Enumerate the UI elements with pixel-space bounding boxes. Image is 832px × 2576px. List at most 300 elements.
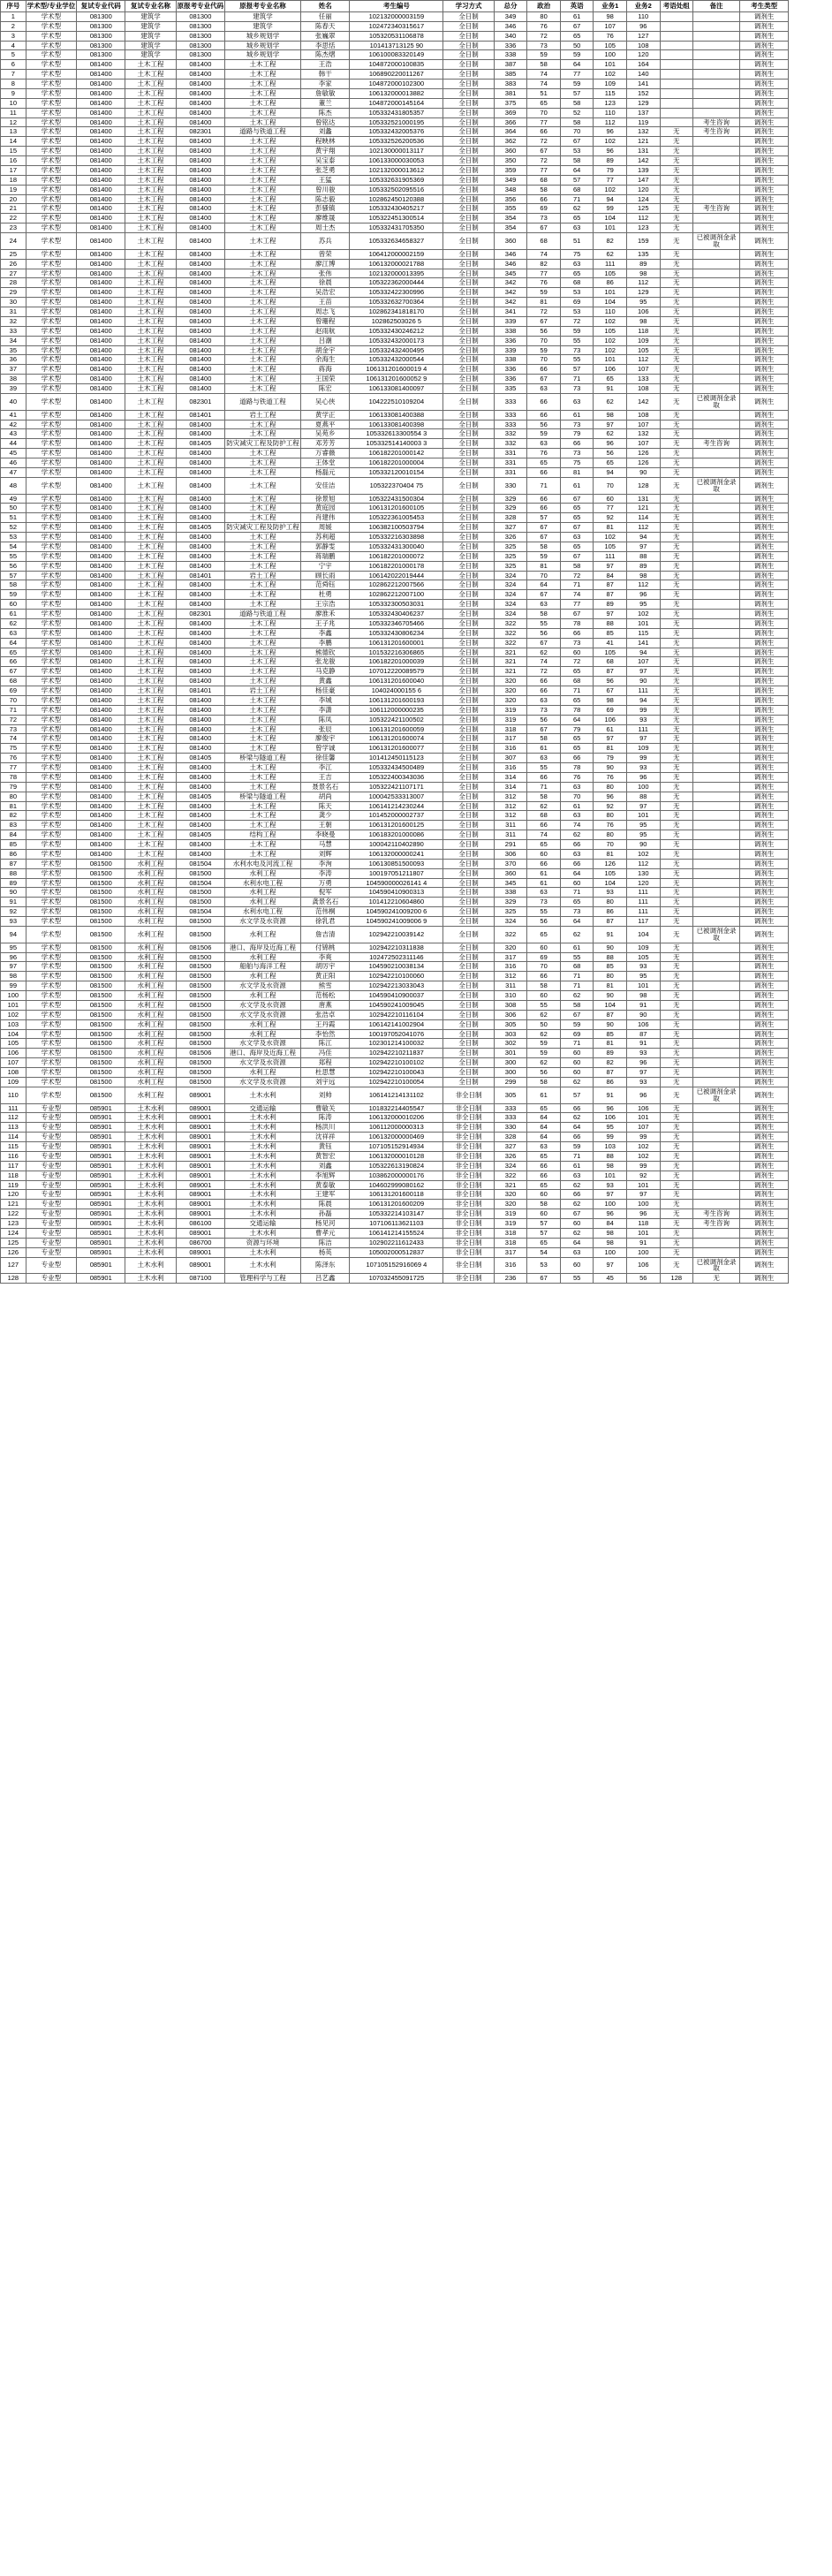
cell-c3: 土木水利 [125, 1238, 176, 1247]
cell-c5: 水利水电工程 [224, 907, 300, 917]
cell-c4: 081400 [176, 345, 224, 355]
cell-c10: 56 [527, 326, 561, 336]
cell-c4: 081400 [176, 355, 224, 365]
cell-c3: 水利工程 [125, 917, 176, 927]
cell-c10: 81 [527, 298, 561, 307]
cell-c1: 学术型 [26, 523, 76, 533]
cell-c4: 081400 [176, 734, 224, 744]
cell-c0: 51 [1, 513, 26, 523]
cell-c12: 102 [594, 185, 627, 194]
cell-c16: 调剂生 [740, 458, 789, 468]
cell-c0: 112 [1, 1113, 26, 1123]
cell-c9: 300 [494, 1058, 527, 1068]
table-row [1, 1029, 832, 1039]
cell-c3: 土木水利 [125, 1171, 176, 1180]
cell-c7: 100042533313007 [350, 792, 443, 801]
cell-c6: 赵雨航 [301, 326, 350, 336]
cell-c14: 无 [660, 821, 693, 830]
table-row [1, 878, 832, 888]
table-row [1, 811, 832, 821]
table-row [1, 1019, 832, 1029]
cell-c6: 王宗浩 [301, 600, 350, 610]
cell-c12: 80 [594, 811, 627, 821]
cell-c10: 68 [527, 175, 561, 185]
cell-c13: 97 [626, 542, 660, 551]
cell-c0: 87 [1, 859, 26, 868]
cell-c14: 无 [660, 1228, 693, 1238]
cell-c10: 66 [527, 1161, 561, 1171]
cell-c4: 081401 [176, 686, 224, 696]
cell-c2: 081400 [77, 365, 125, 375]
cell-c2: 081400 [77, 108, 125, 117]
cell-c8: 全日制 [443, 165, 494, 175]
cell-c3: 土木工程 [125, 849, 176, 859]
cell-c15 [693, 70, 740, 80]
cell-c15 [693, 88, 740, 98]
cell-c14: 无 [660, 772, 693, 782]
cell-c12: 104 [594, 878, 627, 888]
cell-c13: 142 [626, 156, 660, 166]
cell-c11: 62 [560, 926, 594, 943]
cell-c16: 调剂生 [740, 477, 789, 494]
cell-c3: 土木水利 [125, 1113, 176, 1123]
cell-c6: 夏燕平 [301, 420, 350, 429]
table-row [1, 60, 832, 70]
cell-c14: 无 [660, 1123, 693, 1133]
cell-c3: 土木工程 [125, 830, 176, 840]
cell-c3: 土木工程 [125, 449, 176, 458]
cell-c16: 调剂生 [740, 590, 789, 600]
cell-c7: 106131201600209 [350, 1200, 443, 1209]
cell-c9: 320 [494, 943, 527, 952]
cell-c14: 无 [660, 551, 693, 561]
cell-c12: 87 [594, 667, 627, 677]
cell-c16: 调剂生 [740, 249, 789, 259]
cell-c8: 全日制 [443, 821, 494, 830]
cell-c13: 123 [626, 224, 660, 233]
cell-c4: 081300 [176, 41, 224, 50]
table-row [1, 185, 832, 194]
cell-c11: 59 [560, 1142, 594, 1152]
table-row [1, 917, 832, 927]
cell-c4: 081400 [176, 467, 224, 477]
cell-c8: 全日制 [443, 420, 494, 429]
cell-c12: 96 [594, 677, 627, 686]
cell-c15 [693, 494, 740, 504]
cell-c6: 苏兵 [301, 233, 350, 250]
table-row [1, 763, 832, 773]
cell-c14: 无 [660, 449, 693, 458]
cell-c0: 93 [1, 917, 26, 927]
cell-c8: 全日制 [443, 1049, 494, 1058]
cell-c4: 081500 [176, 1068, 224, 1078]
cell-c11: 63 [560, 259, 594, 269]
cell-c5: 水利工程 [224, 898, 300, 907]
cell-c6: 曾学诚 [301, 744, 350, 754]
table-row [1, 981, 832, 991]
cell-c2: 081400 [77, 648, 125, 657]
cell-c3: 建筑学 [125, 31, 176, 41]
cell-c15 [693, 1019, 740, 1029]
cell-c3: 水利工程 [125, 1039, 176, 1049]
cell-c16: 调剂生 [740, 439, 789, 449]
cell-c9: 331 [494, 458, 527, 468]
cell-c1: 学术型 [26, 249, 76, 259]
cell-c0: 100 [1, 991, 26, 1001]
cell-c6: 安佳洁 [301, 477, 350, 494]
cell-c14: 无 [660, 571, 693, 580]
cell-c2: 081400 [77, 705, 125, 715]
cell-c4: 081400 [176, 763, 224, 773]
cell-c4: 081405 [176, 439, 224, 449]
cell-c7: 105332526200536 [350, 137, 443, 147]
cell-c5: 土木工程 [224, 477, 300, 494]
cell-c2: 081400 [77, 600, 125, 610]
cell-c1: 专业型 [26, 1247, 76, 1257]
cell-c15 [693, 754, 740, 763]
cell-c4: 081400 [176, 384, 224, 394]
cell-c10: 58 [527, 981, 561, 991]
cell-c13: 102 [626, 1142, 660, 1152]
cell-c1: 学术型 [26, 233, 76, 250]
table-row [1, 523, 832, 533]
cell-c8: 非全日制 [443, 1142, 494, 1152]
cell-c2: 081500 [77, 1029, 125, 1039]
cell-c1: 学术型 [26, 1010, 76, 1019]
cell-c1: 学术型 [26, 214, 76, 224]
cell-c8: 全日制 [443, 345, 494, 355]
cell-c5: 城乡规划学 [224, 31, 300, 41]
cell-c12: 81 [594, 523, 627, 533]
cell-c15 [693, 288, 740, 298]
cell-c10: 51 [527, 88, 561, 98]
cell-c12: 84 [594, 571, 627, 580]
cell-c9: 324 [494, 590, 527, 600]
table-row [1, 175, 832, 185]
cell-c2: 081400 [77, 467, 125, 477]
cell-c16: 调剂生 [740, 117, 789, 127]
cell-c6: 张芝勇 [301, 165, 350, 175]
cell-c11: 59 [560, 80, 594, 89]
cell-c16: 调剂生 [740, 194, 789, 204]
cell-c3: 土木工程 [125, 345, 176, 355]
cell-c11: 67 [560, 21, 594, 31]
cell-c9: 319 [494, 715, 527, 724]
cell-c1: 学术型 [26, 175, 76, 185]
cell-c10: 60 [527, 943, 561, 952]
cell-c0: 52 [1, 523, 26, 533]
cell-c11: 58 [560, 1000, 594, 1010]
cell-c0: 103 [1, 1019, 26, 1029]
cell-c3: 土木水利 [125, 1190, 176, 1200]
cell-c13: 95 [626, 821, 660, 830]
cell-c4: 081500 [176, 972, 224, 981]
cell-c14: 无 [660, 467, 693, 477]
table-row [1, 782, 832, 792]
cell-c11: 52 [560, 108, 594, 117]
cell-c0: 14 [1, 137, 26, 147]
table-header [1, 1, 832, 12]
cell-c16: 调剂生 [740, 898, 789, 907]
cell-c5: 土木工程 [224, 326, 300, 336]
cell-c10: 66 [527, 772, 561, 782]
cell-c2: 081500 [77, 1010, 125, 1019]
cell-c4: 086100 [176, 1219, 224, 1229]
cell-c0: 111 [1, 1103, 26, 1113]
cell-c12: 87 [594, 1068, 627, 1078]
cell-c6: 唐燕 [301, 1000, 350, 1010]
cell-c14: 无 [660, 952, 693, 962]
cell-c6: 万勇 [301, 878, 350, 888]
table-row [1, 1200, 832, 1209]
cell-c5: 土木工程 [224, 705, 300, 715]
cell-c6: 顾长雨 [301, 571, 350, 580]
cell-c4: 081500 [176, 868, 224, 878]
cell-c9: 303 [494, 1029, 527, 1039]
cell-c1: 学术型 [26, 50, 76, 60]
cell-c8: 全日制 [443, 375, 494, 384]
table-row [1, 610, 832, 619]
cell-c16: 调剂生 [740, 1000, 789, 1010]
cell-c15 [693, 31, 740, 41]
cell-c13: 106 [626, 1019, 660, 1029]
cell-c13: 100 [626, 782, 660, 792]
cell-c1: 学术型 [26, 811, 76, 821]
cell-c10: 58 [527, 542, 561, 551]
cell-c8: 非全日制 [443, 1123, 494, 1133]
cell-c6: 黄宇翔 [301, 147, 350, 156]
cell-c9: 338 [494, 326, 527, 336]
cell-c11: 73 [560, 345, 594, 355]
cell-c6: 廖江博 [301, 259, 350, 269]
cell-c1: 学术型 [26, 1077, 76, 1087]
cell-c8: 全日制 [443, 782, 494, 792]
cell-c3: 土木工程 [125, 249, 176, 259]
cell-c15 [693, 1058, 740, 1068]
cell-c8: 非全日制 [443, 1247, 494, 1257]
cell-c5: 土木工程 [224, 513, 300, 523]
cell-c16: 调剂生 [740, 50, 789, 60]
cell-c8: 全日制 [443, 1068, 494, 1078]
cell-c0: 29 [1, 288, 26, 298]
cell-c16: 调剂生 [740, 365, 789, 375]
cell-c5: 土木工程 [224, 677, 300, 686]
cell-c1: 学术型 [26, 185, 76, 194]
cell-c15 [693, 628, 740, 638]
cell-c7: 102862212007100 [350, 590, 443, 600]
cell-c15 [693, 580, 740, 590]
cell-c14: 无 [660, 907, 693, 917]
cell-c1: 学术型 [26, 1019, 76, 1029]
cell-c3: 水利工程 [125, 962, 176, 972]
cell-c3: 水利工程 [125, 1010, 176, 1019]
cell-c10: 73 [527, 898, 561, 907]
cell-c13: 99 [626, 705, 660, 715]
cell-c3: 土木工程 [125, 439, 176, 449]
cell-c6: 吴浩宏 [301, 288, 350, 298]
cell-c12: 97 [594, 1190, 627, 1200]
cell-c14: 无 [660, 214, 693, 224]
cell-c4: 081500 [176, 926, 224, 943]
cell-c5: 土木工程 [224, 278, 300, 288]
cell-c1: 学术型 [26, 772, 76, 782]
cell-c3: 土木工程 [125, 571, 176, 580]
cell-c15: 考生咨询 [693, 439, 740, 449]
cell-c2: 081400 [77, 137, 125, 147]
cell-c16: 调剂生 [740, 1087, 789, 1103]
cell-c16: 调剂生 [740, 811, 789, 821]
cell-c16: 调剂生 [740, 165, 789, 175]
cell-c12: 112 [594, 117, 627, 127]
cell-c13: 111 [626, 898, 660, 907]
cell-c8: 全日制 [443, 494, 494, 504]
cell-c6: 王苗 [301, 298, 350, 307]
cell-c13: 98 [626, 316, 660, 326]
cell-c5: 土木工程 [224, 618, 300, 628]
cell-c13: 98 [626, 991, 660, 1001]
cell-c9: 308 [494, 1000, 527, 1010]
cell-c10: 82 [527, 259, 561, 269]
cell-c0: 15 [1, 147, 26, 156]
cell-c5: 土木工程 [224, 590, 300, 600]
cell-c3: 建筑学 [125, 41, 176, 50]
cell-c8: 非全日制 [443, 1161, 494, 1171]
cell-c15 [693, 278, 740, 288]
cell-c16: 调剂生 [740, 981, 789, 991]
cell-c15 [693, 571, 740, 580]
cell-c13: 101 [626, 618, 660, 628]
cell-c16: 调剂生 [740, 638, 789, 648]
cell-c2: 081500 [77, 943, 125, 952]
cell-c12: 97 [594, 1257, 627, 1274]
cell-c7: 105322431500304 [350, 494, 443, 504]
cell-c1: 学术型 [26, 590, 76, 600]
cell-c6: 陈天 [301, 801, 350, 811]
table-row [1, 1190, 832, 1200]
cell-c1: 学术型 [26, 744, 76, 754]
cell-c6: 胡尚 [301, 792, 350, 801]
cell-c7: 105332300503031 [350, 600, 443, 610]
cell-c11: 53 [560, 307, 594, 317]
cell-c4: 081400 [176, 429, 224, 439]
cell-c16: 调剂生 [740, 840, 789, 850]
cell-c15 [693, 981, 740, 991]
cell-c8: 全日制 [443, 1000, 494, 1010]
cell-c6: 张巍翠 [301, 31, 350, 41]
cell-c2: 081400 [77, 657, 125, 667]
cell-c0: 91 [1, 898, 26, 907]
cell-c13: 131 [626, 147, 660, 156]
cell-c9: 316 [494, 962, 527, 972]
cell-c9: 381 [494, 88, 527, 98]
cell-c7: 105332631905369 [350, 175, 443, 185]
cell-c1: 专业型 [26, 1171, 76, 1180]
cell-c13: 117 [626, 917, 660, 927]
header-exam-group: 考语处组 [660, 1, 693, 12]
cell-c7: 106131201600059 [350, 724, 443, 734]
cell-c15 [693, 551, 740, 561]
cell-c12: 88 [594, 952, 627, 962]
cell-c13: 112 [626, 278, 660, 288]
cell-c2: 085901 [77, 1247, 125, 1257]
cell-c8: 全日制 [443, 108, 494, 117]
cell-c8: 全日制 [443, 763, 494, 773]
cell-c10: 67 [527, 375, 561, 384]
cell-c4: 081400 [176, 224, 224, 233]
cell-c0: 121 [1, 1200, 26, 1209]
cell-c9: 338 [494, 888, 527, 898]
cell-c9: 325 [494, 551, 527, 561]
cell-c10: 77 [527, 269, 561, 278]
cell-c6: 黄庭园 [301, 504, 350, 513]
cell-c4: 081405 [176, 754, 224, 763]
cell-c4: 081400 [176, 840, 224, 850]
cell-c12: 103 [594, 1142, 627, 1152]
cell-c15 [693, 298, 740, 307]
cell-c7: 102942210311838 [350, 943, 443, 952]
cell-c13: 126 [626, 449, 660, 458]
cell-c1: 学术型 [26, 618, 76, 628]
cell-c16: 调剂生 [740, 60, 789, 70]
cell-c0: 127 [1, 1257, 26, 1274]
cell-c14: 无 [660, 677, 693, 686]
cell-c0: 43 [1, 429, 26, 439]
cell-c16: 调剂生 [740, 830, 789, 840]
cell-c16: 调剂生 [740, 1019, 789, 1029]
cell-c15 [693, 194, 740, 204]
cell-c8: 全日制 [443, 523, 494, 533]
cell-c4: 081400 [176, 561, 224, 571]
cell-c8: 非全日制 [443, 1103, 494, 1113]
cell-c14: 无 [660, 1219, 693, 1229]
cell-c0: 61 [1, 610, 26, 619]
cell-c12: 105 [594, 648, 627, 657]
cell-c1: 专业型 [26, 1103, 76, 1113]
cell-c8: 全日制 [443, 316, 494, 326]
cell-c12: 70 [594, 840, 627, 850]
cell-c1: 学术型 [26, 792, 76, 801]
cell-c1: 学术型 [26, 278, 76, 288]
cell-c12: 61 [594, 724, 627, 734]
cell-c4: 081400 [176, 811, 224, 821]
cell-c6: 杨英 [301, 1247, 350, 1257]
cell-c0: 83 [1, 821, 26, 830]
cell-c0: 72 [1, 715, 26, 724]
cell-c9: 370 [494, 859, 527, 868]
cell-c12: 96 [594, 147, 627, 156]
cell-c12: 101 [594, 224, 627, 233]
cell-c10: 67 [527, 523, 561, 533]
cell-c2: 081400 [77, 686, 125, 696]
cell-c7: 101832214405547 [350, 1103, 443, 1113]
cell-c11: 57 [560, 365, 594, 375]
cell-c10: 70 [527, 336, 561, 345]
cell-c0: 106 [1, 1049, 26, 1058]
cell-c11: 73 [560, 638, 594, 648]
cell-c3: 土木工程 [125, 504, 176, 513]
cell-c1: 专业型 [26, 1113, 76, 1123]
cell-c9: 321 [494, 667, 527, 677]
cell-c4: 081400 [176, 667, 224, 677]
cell-c3: 土木工程 [125, 715, 176, 724]
cell-c11: 74 [560, 821, 594, 830]
cell-c9: 342 [494, 288, 527, 298]
cell-c5: 管理科学与工程 [224, 1274, 300, 1284]
header-degree-type: 学术型/专业学位 [26, 1, 76, 12]
cell-c10: 76 [527, 21, 561, 31]
cell-c8: 全日制 [443, 393, 494, 410]
cell-c3: 土木工程 [125, 224, 176, 233]
